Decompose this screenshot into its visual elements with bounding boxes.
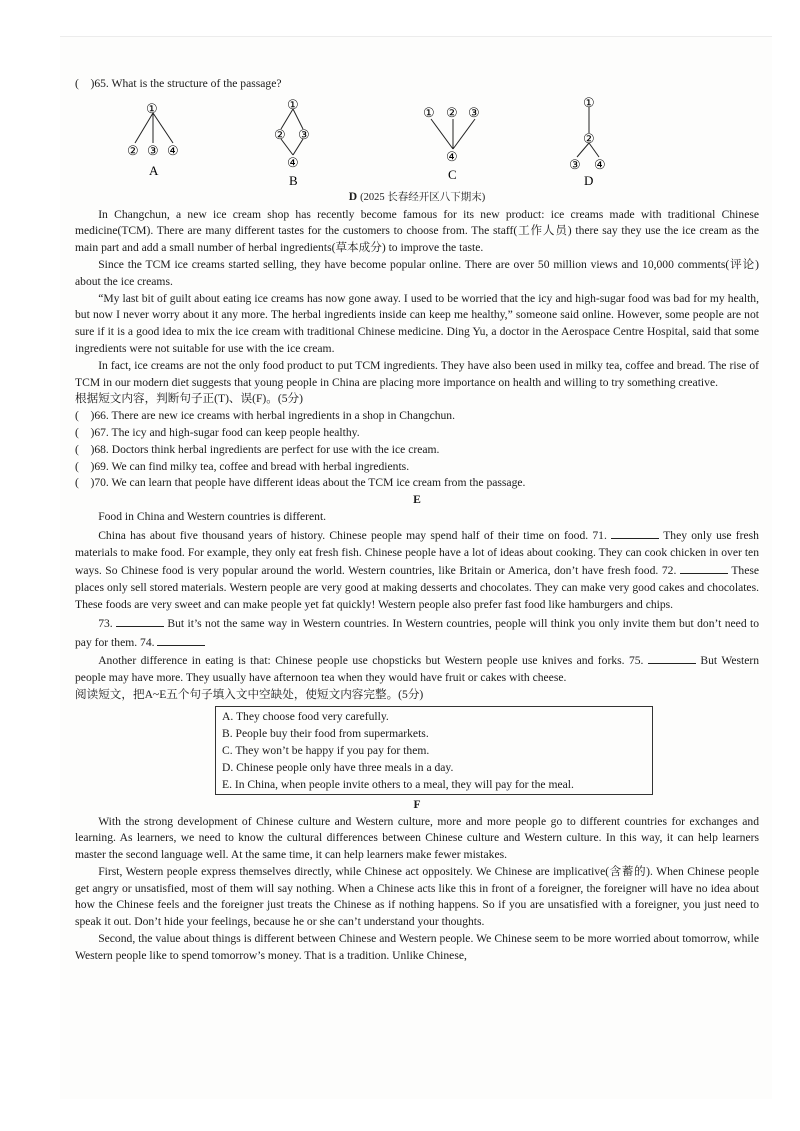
section-e-heading: E: [413, 493, 421, 507]
section-f-heading: F: [413, 797, 421, 811]
question-69: ( )69. We can find milky tea, coffee and bread with herbal ingredients.: [75, 459, 410, 473]
section-e-p3-part-a: Another difference in eating is that: Chinese people use chopsticks but Western people use knives and forks. 75.: [98, 654, 644, 668]
diagram-a-label: A: [149, 162, 159, 178]
diagram-d-label: D: [584, 172, 594, 187]
section-d-instruction: 根据短文内容，判断句子正(T)、误(F)。(5分): [75, 392, 303, 406]
diagram-a: [115, 95, 195, 187]
question-65: [75, 76, 759, 93]
blank-73[interactable]: [116, 614, 164, 627]
diagram-d-node-4: ④: [594, 156, 606, 172]
diagram-d-node-1: ①: [583, 94, 595, 110]
blank-75[interactable]: [648, 651, 696, 664]
question-68: ( )68. Doctors think herbal ingredients are perfect for use with the ice cream.: [75, 442, 440, 456]
section-e-p1-part-b: They only use fresh materials to make food. For example, they only eat fresh fish. Chinese people have a lot of ideas about cooking. They can cook chicken in over ten ways. So Chinese food is very popular around the world. Western countries, like Britain or America, don’t have fresh food. 72.: [75, 528, 759, 578]
blank-71[interactable]: [611, 526, 659, 539]
diagram-b-node-2: ②: [274, 126, 286, 142]
diagram-c-node-2: ②: [446, 104, 458, 120]
diagram-d: [563, 95, 623, 187]
diagram-a-node-2: ②: [127, 142, 139, 158]
section-e-p3-part-b: But Western people may have more. They usually have afternoon tea when they would have fruit or cakes with cheese.: [75, 654, 760, 685]
diagram-a-node-3: ③: [147, 142, 159, 158]
section-d-heading: [75, 189, 759, 207]
question-67: ( )67. The icy and high-sugar food can keep people healthy.: [75, 425, 360, 439]
section-d-letter: D: [348, 189, 358, 203]
option-c: C. They won’t be happy if you pay for them.: [222, 743, 430, 757]
section-e-instruction: 阅读短文，把A~E五个句子填入文中空缺处，使短文内容完整。(5分): [75, 687, 424, 701]
section-d-paragraph-4: In fact, ice creams are not the only food product to put TCM ingredients. They have also been used in milky tea, coffee and bread. The rise of TCM in our modern diet suggests that young people in China are placing more importance on health and willing to try something creative.: [75, 358, 759, 389]
option-d: D. Chinese people only have three meals in a day.: [222, 760, 454, 774]
section-e-p1-part-a: China has about five thousand years of history. Chinese people may spend half of their time on food. 71.: [98, 528, 607, 542]
section-d-source: (2025 长春经开区八下期末): [360, 191, 486, 203]
section-f-paragraph-3: Second, the value about things is different between Chinese and Western people. We Chinese seem to be more worried about tomorrow, while Western people like to spend tomorrow’s money. That is a tradition. Unlike Chinese,: [75, 932, 759, 962]
diagram-d-node-3: ③: [569, 156, 581, 172]
option-a: A. They choose food very carefully.: [222, 709, 389, 723]
diagram-c: [417, 95, 493, 187]
diagram-c-node-1: ①: [423, 104, 435, 120]
section-e-paragraph-2: [75, 614, 759, 652]
section-e-p2-part-a: 73.: [98, 616, 113, 630]
section-e-paragraph-1: [75, 526, 759, 614]
diagram-b-node-1: ①: [287, 96, 299, 112]
section-e-p1-part-c: These places only sell stored materials. Western people are very good at making desserts and chocolates. They can make very good cakes and chocolates. These foods are very sweet and can make people yet fat quickly! Western people also prefer fast food like hamburgers and chips.: [75, 564, 759, 611]
option-b: B. People buy their food from supermarkets.: [222, 726, 429, 740]
diagram-b-node-3: ③: [298, 126, 310, 142]
diagram-a-node-4: ④: [167, 142, 179, 158]
diagram-b-node-4: ④: [287, 154, 299, 170]
diagram-a-node-1: ①: [146, 100, 158, 116]
question-65-text: What is the structure of the passage?: [111, 77, 282, 90]
section-d-paragraph-1: In Changchun, a new ice cream shop has recently become famous for its new product: ice creams made with traditional Chinese medicine(TCM). There are many different tastes for the customers to choose from. The staff(工作人员) there say they use the ice cream as the main part and add a small number of herbal ingredients(草本成分) to improve the taste.: [75, 207, 759, 255]
question-65-prefix: ( )65.: [75, 77, 109, 90]
diagram-d-node-2: ②: [583, 130, 595, 146]
blank-74[interactable]: [157, 633, 205, 646]
question-66: ( )66. There are new ice creams with herbal ingredients in a shop in Changchun.: [75, 409, 456, 423]
section-e-options-box: [215, 706, 653, 795]
document-content: [75, 76, 759, 965]
diagram-b: [263, 95, 323, 187]
question-70: ( )70. We can learn that people have different ideas about the TCM ice cream from the passage.: [75, 476, 526, 490]
section-d-paragraph-3: “My last bit of guilt about eating ice creams has now gone away. I used to be worried that the icy and high-sugar food was bad for my health, but now I never worry about it any more. The herbal ingredients inside can keep me healthy,” someone said online. However, some people are not sure if it is a good idea to mix the ice cream with traditional Chinese medicine. Ding Yu, a doctor in the Aerospace Centre Hospital, said that some ingredients were not suitable for use with the ice cream.: [75, 291, 759, 355]
section-e-p2-part-b: But it’s not the same way in Western countries. In Western countries, people will think you only invite them but don’t need to pay for them. 74.: [75, 616, 759, 649]
diagram-c-label: C: [448, 166, 457, 182]
diagram-b-label: B: [289, 172, 298, 187]
section-e-title-line: Food in China and Western countries is different.: [98, 509, 327, 523]
diagram-c-node-4: ④: [446, 148, 458, 164]
section-f-paragraph-2: First, Western people express themselves directly, while Chinese act oppositely. We Chinese are implicative(含蓄的). When Chinese people get angry or unsatisfied, most of them will say nothing. When a Chinese acts like this in front of a foreigner, the foreigner will have no idea about how the Chinese feels and the foreigner just treats the Chinese as if nothing happens. So if you are unsatisfied with a foreigner, you just need to speak it out. Don’t hide your feelings, because he or she can’t understand your thoughts.: [75, 864, 759, 929]
section-d-paragraph-2: Since the TCM ice creams started selling, they have become popular online. There are over 50 million views and 10,000 comments(评论) about the ice creams.: [75, 257, 759, 288]
diagram-c-node-3: ③: [468, 104, 480, 120]
option-e: E. In China, when people invite others to a meal, they will pay for the meal.: [222, 777, 574, 791]
section-f-paragraph-1: With the strong development of Chinese culture and Western culture, more and more people go to different countries for exchanges and learning. As learners, we need to know the cultural differences between Chinese culture and Western culture. In this way, it can help learners master the second language well. At the same time, it can help learners make fewer mistakes.: [75, 814, 759, 862]
blank-72[interactable]: [680, 561, 728, 574]
section-e-paragraph-3: [75, 651, 759, 687]
structure-diagrams: [75, 95, 759, 187]
